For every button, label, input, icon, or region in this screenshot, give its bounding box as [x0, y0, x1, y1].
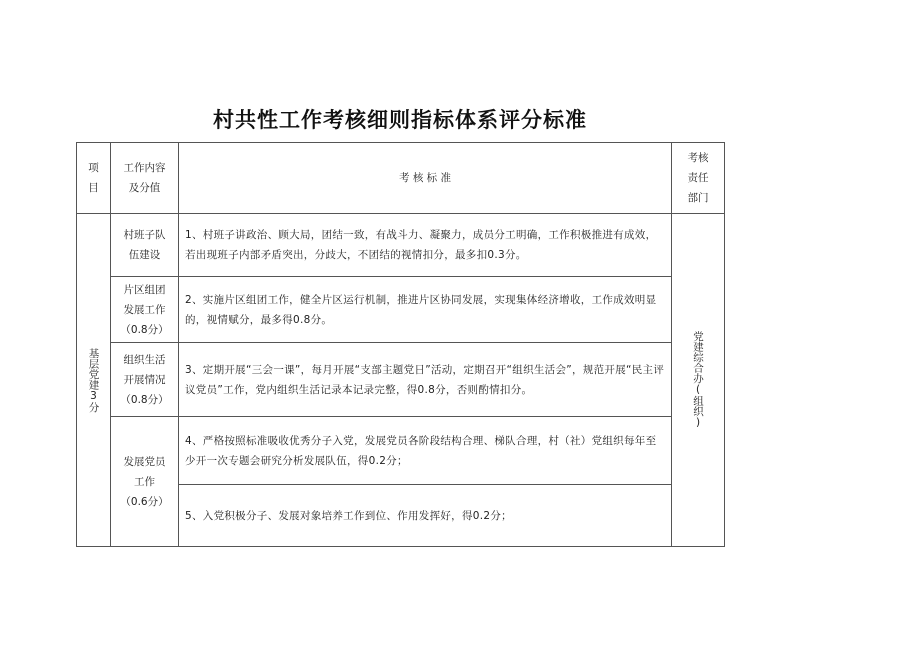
criteria-cell: 2、实施片区组团工作，健全片区运行机制，推进片区协同发展，实现集体经济增收，工作成效明显的，视情赋分，最多得0.8分。 — [179, 277, 672, 343]
header-work-content: 工作内容 及分值 — [111, 143, 179, 214]
department-label: 党建综合办(组织) — [692, 331, 704, 429]
table-row — [77, 417, 725, 485]
table-row — [77, 277, 725, 343]
scoring-table — [76, 142, 725, 547]
table-row — [77, 343, 725, 417]
table-row — [77, 214, 725, 277]
item-cell: 村班子队 伍建设 — [111, 214, 179, 277]
criteria-cell: 1、村班子讲政治、顾大局，团结一致，有战斗力、凝聚力，成员分工明确，工作积极推进有成效，若出现班子内部矛盾突出，分歧大，不团结的视情扣分，最多扣0.3分。 — [179, 214, 672, 277]
header-criteria: 考 核 标 准 — [179, 143, 672, 214]
criteria-cell: 3、定期开展“三会一课”，每月开展“支部主题党日”活动，定期召开“组织生活会”，规范开展“民主评议党员”工作，党内组织生活记录本记录完整，得0.8分，否则酌情扣分。 — [179, 343, 672, 417]
category-label: 基层党建3分 — [87, 347, 100, 413]
header-department: 考核 责任 部门 — [672, 143, 725, 214]
header-item: 项 目 — [77, 143, 111, 214]
item-cell: 发展党员 工作 （0.6分） — [111, 417, 179, 547]
department-cell — [672, 214, 725, 547]
category-cell — [77, 214, 111, 547]
criteria-cell: 4、严格按照标准吸收优秀分子入党，发展党员各阶段结构合理、梯队合理，村（社）党组织每年至少开一次专题会研究分析发展队伍，得0.2分； — [179, 417, 672, 485]
item-cell: 组织生活 开展情况 （0.8分） — [111, 343, 179, 417]
item-cell: 片区组团 发展工作 （0.8分） — [111, 277, 179, 343]
document-title: 村共性工作考核细则指标体系评分标准 — [213, 108, 587, 132]
header-row — [77, 143, 725, 214]
criteria-cell: 5、入党积极分子、发展对象培养工作到位、作用发挥好，得0.2分； — [179, 485, 672, 547]
